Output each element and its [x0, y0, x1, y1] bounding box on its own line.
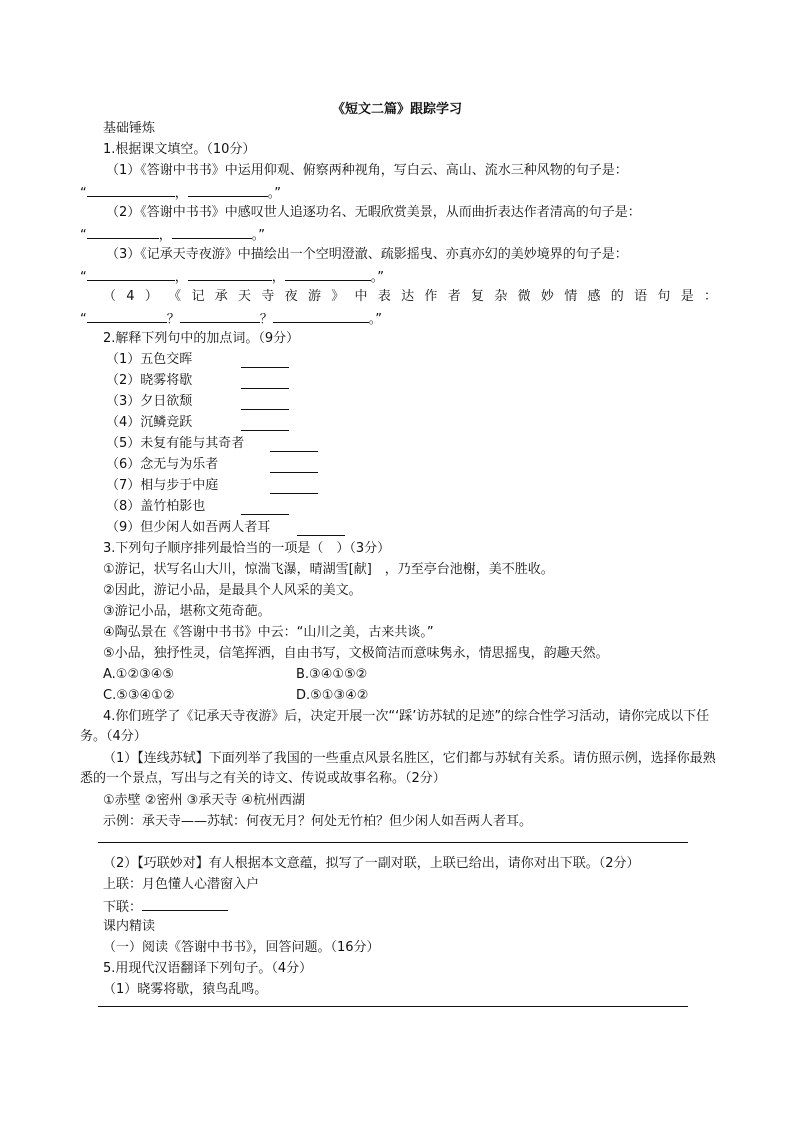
answer-blank[interactable] [297, 521, 345, 536]
answer-blank[interactable] [87, 308, 167, 323]
answer-blank[interactable] [273, 308, 369, 323]
q1-item-4-answer: “ ？ ？ 。” [80, 308, 382, 330]
q3-sentence: ③游记小品，堪称文苑奇葩。 [103, 604, 271, 619]
q3-option-a[interactable]: A.①②③④⑤ [103, 667, 175, 682]
answer-blank[interactable] [285, 266, 371, 281]
q4-upper-couplet: 上联：月色懂人心潜窗入户 [103, 877, 260, 892]
answer-line[interactable] [98, 842, 688, 843]
q2-item: （3）夕日欲颓 [106, 394, 193, 409]
answer-blank[interactable] [87, 224, 159, 239]
q3-option-b[interactable]: B.③④①⑤② [296, 667, 368, 682]
q1-item-3-answer: “ ， ， 。” [80, 266, 384, 288]
q3-option-d[interactable]: D.⑤①③④② [296, 688, 369, 703]
q3-option-c[interactable]: C.⑤③④①② [103, 688, 175, 703]
q5-sentence-1: （1）晓雾将歇，猿鸟乱鸣。 [103, 982, 268, 997]
q4-places: ①赤壁 ②密州 ③承天寺 ④杭州西湖 [103, 793, 306, 808]
answer-blank[interactable] [180, 308, 260, 323]
q4-task-2: （2）【巧联妙对】有人根据本文意蕴，拟写了一副对联，上联已给出，请你对出下联。（2分） [103, 856, 640, 871]
q3-sentence: ④陶弘景在《答谢中书书》中云：“山川之美，古来共谈。” [103, 625, 434, 640]
q1-item-1-answer: “ ， 。” [80, 182, 281, 204]
answer-blank[interactable] [270, 458, 318, 473]
answer-blank[interactable] [87, 182, 175, 197]
section-heading-reading: 课内精读 [103, 919, 156, 934]
q4-task-1: （1）【连线苏轼】下面列举了我国的一些重点风景名胜区，它们都与苏轼有关系。请仿照示例，选择你最熟悉的一个景点，写出与之有关的诗文、传说或故事名称。（2分） [80, 751, 716, 786]
q2-item: （4）沉鳞竞跃 [106, 415, 193, 430]
q1-item-4: （ 4 ） 《 记 承 天 寺 夜 游 》 中 表 达 作 者 复 杂 微 妙 情 感 的 语 句 是 ： [103, 289, 717, 304]
answer-blank[interactable] [241, 395, 289, 410]
q2-item: （5）未复有能与其奇者 [106, 436, 245, 451]
q1-item-3: （3）《记承天寺夜游》中描绘出一个空明澄澈、疏影摇曳、亦真亦幻的美妙境界的句子是： [106, 247, 628, 262]
q4-heading: 4.你们班学了《记承天寺夜游》后，决定开展一次“‘踩’访苏轼的足迹”的综合性学习活动，请你完成以下任务。（4分） [80, 709, 710, 744]
q2-item: （7）相与步于中庭 [106, 478, 219, 493]
q3-sentence: ⑤小品，独抒性灵，信笔挥洒，自由书写，文极简洁而意味隽永，情思摇曳，韵趣天然。 [103, 646, 609, 661]
answer-blank[interactable] [241, 353, 289, 368]
q3-heading: 3.下列句子顺序排列最恰当的一项是（ ）（3分） [103, 541, 391, 556]
q3-sentence: ①游记，状写名山大川，惊湍飞瀑，晴湖雪[献] ，乃至亭台池榭，美不胜收。 [103, 562, 554, 577]
q1-item-2: （2）《答谢中书书》中感叹世人追逐功名、无暇欣赏美景，从而曲折表达作者清高的句子是： [106, 205, 641, 220]
answer-blank[interactable] [241, 500, 289, 515]
q2-item: （1）五色交晖 [106, 352, 193, 367]
answer-blank[interactable] [87, 266, 175, 281]
answer-blank[interactable] [241, 416, 289, 431]
page-title: 《短文二篇》跟踪学习 [331, 102, 462, 117]
q5-heading: 5.用现代汉语翻译下列句子。（4分） [103, 961, 313, 976]
answer-blank[interactable] [270, 437, 318, 452]
answer-blank[interactable] [188, 182, 268, 197]
q2-item: （2）晓雾将歇 [106, 373, 193, 388]
q1-heading: 1.根据课文填空。（10分） [103, 142, 256, 157]
section-heading-basic: 基础锤炼 [103, 121, 156, 136]
q3-sentence: ②因此，游记小品，是最具个人风采的美文。 [103, 583, 362, 598]
q2-item: （6）念无与为乐者 [106, 457, 219, 472]
answer-blank[interactable] [172, 224, 252, 239]
q2-item: （8）盖竹柏影也 [106, 499, 206, 514]
reading-part-1: （一）阅读《答谢中书书》，回答问题。（16分） [103, 940, 380, 955]
q2-heading: 2.解释下列句中的加点词。（9分） [103, 331, 300, 346]
q1-item-2-answer: “ ， 。” [80, 224, 265, 246]
answer-blank[interactable] [188, 266, 272, 281]
answer-blank[interactable] [270, 479, 318, 494]
q1-item-1: （1）《答谢中书书》中运用仰观、俯察两种视角，写白云、高山、流水三种风物的句子是： [106, 163, 628, 178]
q2-item: （9）但少闲人如吾两人者耳 [106, 520, 271, 535]
q4-example: 示例：承天寺——苏轼：何夜无月？何处无竹柏？但少闲人如吾两人者耳。 [103, 814, 533, 829]
answer-blank[interactable] [241, 374, 289, 389]
q4-lower-couplet: 下联： [103, 896, 228, 918]
answer-blank[interactable] [142, 896, 228, 911]
answer-line[interactable] [98, 1006, 688, 1007]
